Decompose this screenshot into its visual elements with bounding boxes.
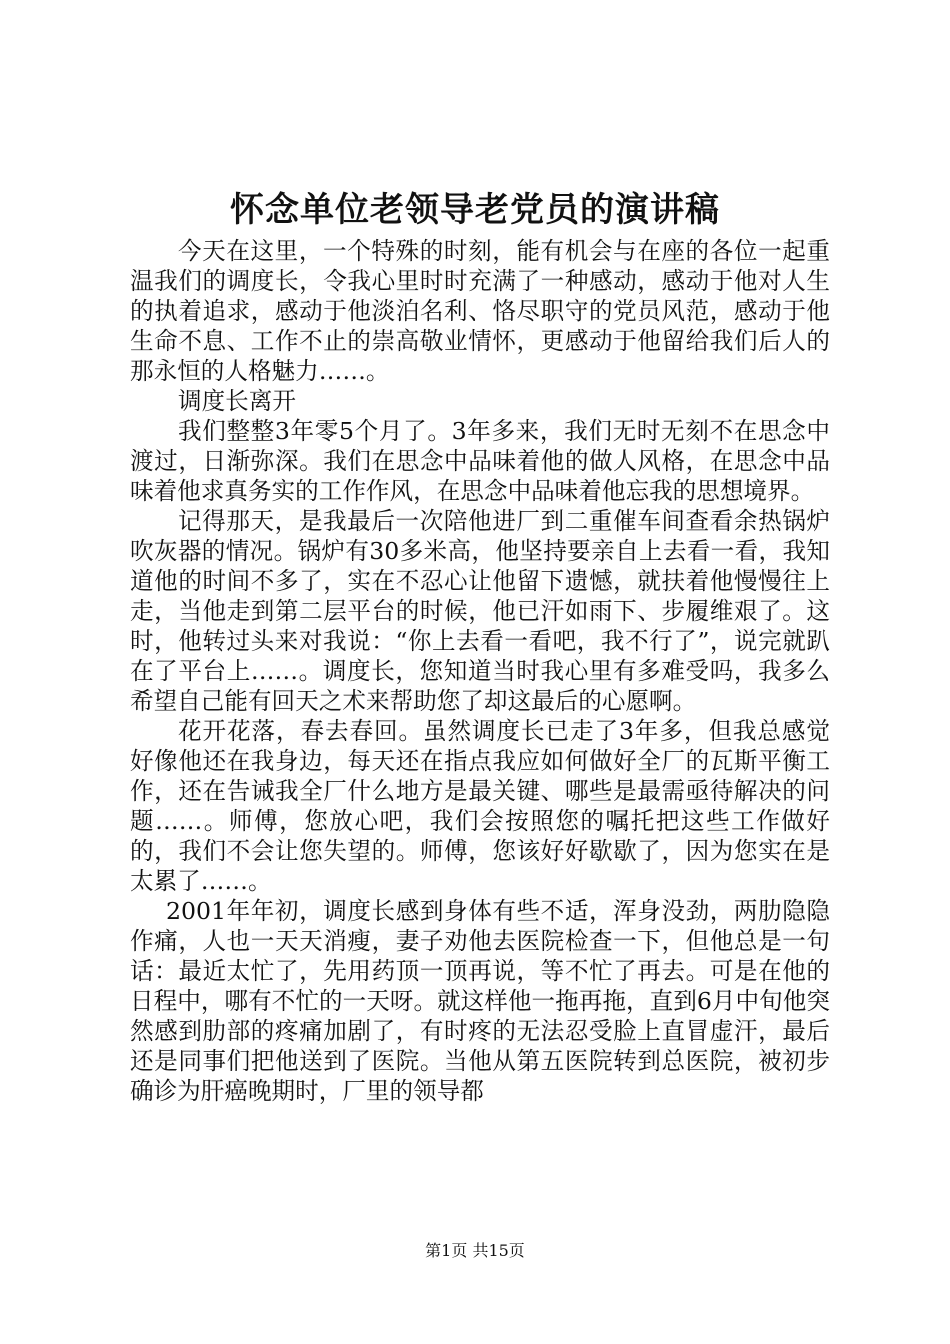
- paragraph-opening: 今天在这里，一个特殊的时刻，能有机会与在座的各位一起重温我们的调度长，令我心里时时充满了一种感动，感动于他对人生的执着追求，感动于他淡泊名利、恪尽职守的党员风范，感动于他生命不息、工作不止的崇高敬业情怀，更感动于他留给我们后人的那永恒的人格魅力……。: [130, 237, 830, 385]
- page-footer: 第1页 共15页: [425, 1241, 525, 1260]
- document-title: 怀念单位老领导老党员的演讲稿: [230, 190, 720, 230]
- paragraph-memory: 记得那天，是我最后一次陪他进厂到二重催车间查看余热锅炉吹灰器的情况。锅炉有30多米高，他坚持要亲自上去看一看，我知道他的时间不多了，实在不忍心让他留下遗憾，就扶着他慢慢往上走，当他走到第二层平台的时候，他已汗如雨下、步履维艰了。这时，他转过头来对我说：“你上去看一看吧，我不行了”，说完就趴在了平台上……。调度长，您知道当时我心里有多难受吗，我多么希望自己能有回天之术来帮助您了却这最后的心愿啊。: [130, 507, 830, 715]
- document-body: [130, 236, 830, 1106]
- paragraph-2001: 2001年年初，调度长感到身体有些不适，浑身没劲，两肋隐隐作痛，人也一天天消瘦，妻子劝他去医院检查一下，但他总是一句话：最近太忙了，先用药顶一顶再说，等不忙了再去。可是在他的日程中，哪有不忙的一天呀。就这样他一拖再拖，直到6月中旬他突然感到肋部的疼痛加剧了，有时疼的无法忍受脸上直冒虚汗，最后还是同事们把他送到了医院。当他从第五医院转到总医院，被初步确诊为肝癌晚期时，厂里的领导都: [130, 897, 830, 1105]
- paragraph-heading-line: 调度长离开: [178, 387, 296, 415]
- paragraph-seasons: 花开花落，春去春回。虽然调度长已走了3年多，但我总感觉好像他还在我身边，每天还在指点我应如何做好全厂的瓦斯平衡工作，还在告诫我全厂什么地方是最关键、哪些是最需亟待解决的问题……。师傅，您放心吧，我们会按照您的嘱托把这些工作做好的，我们不会让您失望的。师傅，您该好好歇歇了，因为您实在是太累了……。: [130, 717, 830, 895]
- paragraph-missing: 我们整整3年零5个月了。3年多来，我们无时无刻不在思念中渡过，日渐弥深。我们在思念中品味着他的做人风格，在思念中品味着他求真务实的工作作风，在思念中品味着他忘我的思想境界。: [130, 417, 830, 505]
